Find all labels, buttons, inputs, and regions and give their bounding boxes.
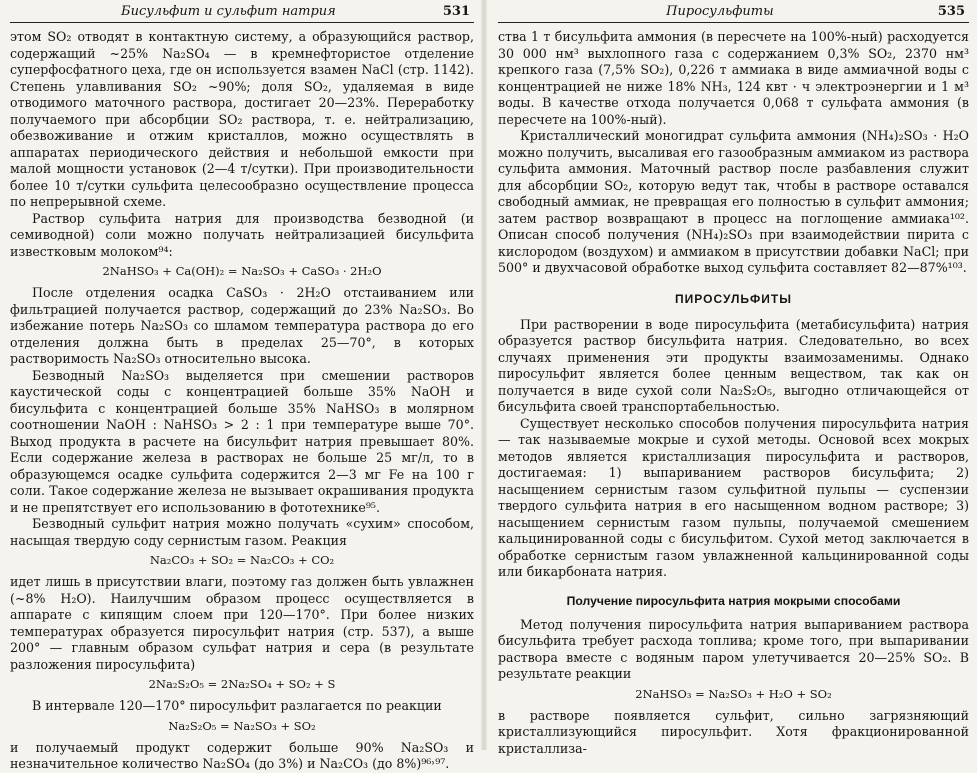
equation: 2Na₂S₂O₅ = 2Na₂SO₄ + SO₂ + S xyxy=(148,677,336,691)
paragraph: Метод получения пиросульфита натрия выпариванием раствора бисульфита требует расхода топлива; кроме того, при выпаривании раствора вместе с водяным паром улетучивается 20—25% SO₂. В результате реакции xyxy=(498,616,969,681)
paragraph: В интервале 120—170° пиросульфит разлагается по реакции xyxy=(32,698,442,713)
equation: Na₂S₂O₅ = Na₂SO₃ + SO₂ xyxy=(168,718,316,733)
paragraph: и получаемый продукт содержит больше 90% Na₂SO₃ и незначительное количество Na₂SO₄ (до 3%) и Na₂CO₃ (до 8%)⁹⁶˒⁹⁷. xyxy=(10,739,474,771)
paragraph: Безводный Na₂SO₃ выделяется при смешении растворов каустической соды с концентрацией больше 35% NaOH и бисульфита с концентрацией больше 35% NaHSO₃ в молярном соотношении NaOH : NaHSO₃ > 2 : 1 при температуре выше 70°. Выход продукта в расчете на бисульфит натрия превышает 80%. Если содержание железа в растворах не больше 25 мг/л, то в образующемся осадке сульфита содержится 2—3 мг Fe на 100 г соли. Такое содержание железа не вызывает окрашивания продукта и не препятствует его использованию в фототехнике⁹⁵. xyxy=(10,367,474,515)
page-number: 531 xyxy=(442,4,470,19)
equation: Na₂CO₃ + SO₂ = Na₂CO₃ + CO₂ xyxy=(149,553,335,567)
paragraph: После отделения осадка CaSO₃ · 2H₂O отстаиванием или фильтрацией получается раствор, содержащий до 23% Na₂SO₃. Во избежание потерь Na₂SO₃ со шламом температура раствора до его отделения должна быть в пределах 25—70°, в которых растворимость Na₂SO₃ относительно высока. xyxy=(10,285,474,366)
equation: 2NaHSO₃ + Ca(OH)₂ = Na₂SO₃ + CaSO₃ · 2H₂O xyxy=(102,264,382,278)
paragraph: Раствор сульфита натрия для производства безводной (и семиводной) соли можно получать нейтрализацией бисульфита известковым молоком⁹⁴: xyxy=(10,210,474,259)
right-page xyxy=(488,0,977,756)
page-number: 535 xyxy=(937,4,965,19)
left-page xyxy=(0,0,480,771)
running-title: Пиросульфиты xyxy=(666,4,774,19)
equation: 2NaHSO₃ = Na₂SO₃ + H₂O + SO₂ xyxy=(635,686,832,701)
page-gutter xyxy=(481,0,487,750)
paragraph: Безводный сульфит натрия можно получать «сухим» способом, насыщая твердую соду сернистым газом. Реакция xyxy=(10,516,474,548)
paragraph: Кристаллический моногидрат сульфита аммония (NH₄)₂SO₃ · H₂O можно получить, высаливая его газообразным аммиаком из раствора сульфита аммония. Маточный раствор после разбавления служит для абсорбции SO₂, которую ведут так, чтобы в растворе оставался свободный аммиак, не превращая его полностью в сульфит аммония; затем раствор возвращают в процесс на поглощение аммиака¹⁰². Описан способ получения (NH₄)₂SO₃ при взаимодействии пирита с кислородом (воздухом) и аммиаком в присутствии добавки NaCl; при 500° и двухчасовой обработке выход сульфита составляет 82—87%¹⁰³. xyxy=(498,128,969,275)
left-running-head xyxy=(10,4,474,23)
paragraph: в растворе появляется сульфит, сильно загрязняющий кристаллизующийся пиросульфит. Хотя фракционированной кристаллиза- xyxy=(498,707,969,756)
section-heading: ПИРОСУЛЬФИТЫ xyxy=(675,291,792,306)
running-title: Бисульфит и сульфит натрия xyxy=(121,4,336,19)
paragraph: идет лишь в присутствии влаги, поэтому газ должен быть увлажнен (~8% H₂O). Наилучшим образом процесс осуществляется в аппарате с кипящим слоем при 120—170°. При более низких температурах образуется пиросульфит натрия (стр. 537), а выше 200° — главным образом сульфат натрия и сера (в результате разложения пиросульфита) xyxy=(10,574,474,672)
right-running-head xyxy=(498,4,969,23)
paragraph: ства 1 т бисульфита аммония (в пересчете на 100%-ный) расходуется 30 000 нм³ выхлопного газа с содержанием 0,3% SO₂, 2370 нм³ крепкого газа (7,5% SO₂), 0,226 т аммиака в виде аммиачной воды с концентрацией не ниже 18% NH₃, 124 квт · ч электроэнергии и 1 м³ воды. В качестве отхода получается 0,068 т сульфата аммония (в пересчете на 100%-ный). xyxy=(498,29,969,127)
paragraph: При растворении в воде пиросульфита (метабисульфита) натрия образуется раствор бисульфита натрия. Следовательно, во всех случаях применения эти продукты взаимозаменимы. Однако пиросульфит является более ценным веществом, так как он получается в виде сухой соли Na₂S₂O₅, выгодно отличающейся от бисульфита своей транспортабельностью. xyxy=(498,316,969,414)
paragraph: этом SO₂ отводят в контактную систему, а образующийся раствор, содержащий ~25% Na₂SO₄ — в кремнефтористое отделение суперфосфатного цеха, где он используется взамен NaCl (стр. 1142). Степень улавливания SO₂ ~90%; доля SO₂, удаляемая в виде отводимого маточного раствора, достигает 20—23%. Переработку получаемого при абсорбции SO₂ раствора, т. е. нейтрализацию, обезвоживание и отжим кристаллов, можно осуществлять в аппаратах периодического действия и небольшой емкости при малой мощности установок (2—4 т/сутки). При производительности более 10 т/сутки сульфита целесообразно осуществление процесса по непрерывной схеме. xyxy=(10,29,474,209)
subsection-heading: Получение пиросульфита натрия мокрыми способами xyxy=(566,593,901,608)
paragraph: Существует несколько способов получения пиросульфита натрия — так называемые мокрые и сухой методы. Основой всех мокрых методов является кристаллизация пиросульфита и растворов, достигаемая: 1) выпариванием растворов бисульфита; 2) насыщением сернистым газом сульфитной пульпы — суспензии твердого сульфита натрия в его насыщенном водном растворе; 3) насыщением сернистым газом пульпы, получаемой смешением кальцинированной соды с бисульфитом. Сухой метод заключается в обработке сернистым газом увлажненной кальцинированной соды или бикарбоната натрия. xyxy=(498,415,969,579)
